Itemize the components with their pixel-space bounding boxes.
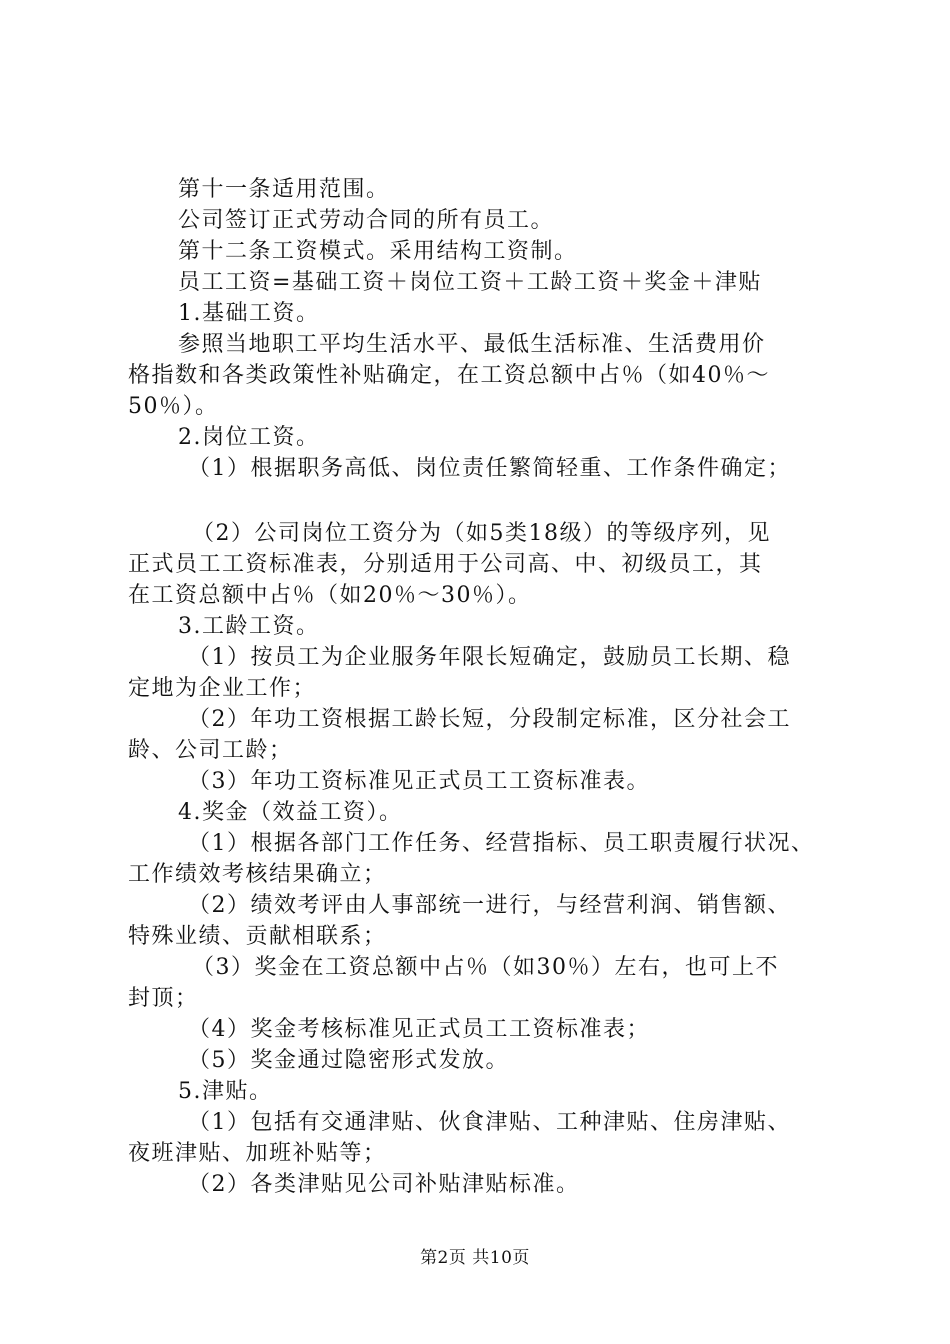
article-12-heading: 第十二条工资模式。采用结构工资制。	[178, 239, 578, 264]
paragraph-line: 50％）。	[128, 394, 219, 419]
paragraph-line: 封顶；	[128, 986, 199, 1011]
list-item: （2）年功工资根据工龄长短，分段制定标准，区分社会工	[188, 707, 791, 732]
list-item: （1）根据各部门工作任务、经营指标、员工职责履行状况、	[188, 831, 815, 856]
list-item: （1）根据职务高低、岗位责任繁简轻重、工作条件确定；	[188, 456, 791, 481]
list-item: （4）奖金考核标准见正式员工工资标准表；	[188, 1017, 650, 1042]
paragraph-line: 工作绩效考核结果确立；	[128, 862, 387, 887]
paragraph-line: 参照当地职工平均生活水平、最低生活标准、生活费用价	[178, 332, 766, 357]
list-item: （1）按员工为企业服务年限长短确定，鼓励员工长期、稳	[188, 645, 791, 670]
paragraph-line: 正式员工工资标准表，分别适用于公司高、中、初级员工，其	[128, 552, 763, 577]
list-item: （2）公司岗位工资分为（如5类18级）的等级序列，见	[192, 521, 771, 546]
blank-line	[128, 484, 848, 518]
paragraph-line: 夜班津贴、加班补贴等；	[128, 1141, 387, 1166]
list-item: （1）包括有交通津贴、伙食津贴、工种津贴、住房津贴、	[188, 1110, 791, 1135]
list-item: （3）奖金在工资总额中占％（如30％）左右，也可上不	[192, 955, 779, 980]
list-item: （3）年功工资标准见正式员工工资标准表。	[188, 769, 650, 794]
paragraph-line: 格指数和各类政策性补贴确定，在工资总额中占％（如40％～	[128, 363, 770, 388]
page-footer: 第2页 共10页	[420, 1248, 530, 1268]
section-heading-seniority-salary: 3.工龄工资。	[178, 614, 320, 639]
section-heading-allowance: 5.津贴。	[178, 1079, 273, 1104]
salary-formula: 员工工资=基础工资＋岗位工资＋工龄工资＋奖金＋津贴	[178, 270, 762, 295]
section-heading-bonus: 4.奖金（效益工资）。	[178, 800, 403, 825]
list-item: （2）各类津贴见公司补贴津贴标准。	[188, 1172, 580, 1197]
paragraph-line: 在工资总额中占％（如20％～30％）。	[128, 583, 532, 608]
list-item: （5）奖金通过隐密形式发放。	[188, 1048, 509, 1073]
paragraph-line: 定地为企业工作；	[128, 676, 317, 701]
paragraph-line: 特殊业绩、贡献相联系；	[128, 924, 387, 949]
paragraph-line: 公司签订正式劳动合同的所有员工。	[178, 208, 555, 233]
paragraph-line: 龄、公司工龄；	[128, 738, 293, 763]
document-body	[128, 174, 848, 1200]
section-heading-basic-salary: 1.基础工资。	[178, 301, 320, 326]
article-11-heading: 第十一条适用范围。	[178, 177, 390, 202]
section-heading-position-salary: 2.岗位工资。	[178, 425, 320, 450]
list-item: （2）绩效考评由人事部统一进行，与经营利润、销售额、	[188, 893, 791, 918]
